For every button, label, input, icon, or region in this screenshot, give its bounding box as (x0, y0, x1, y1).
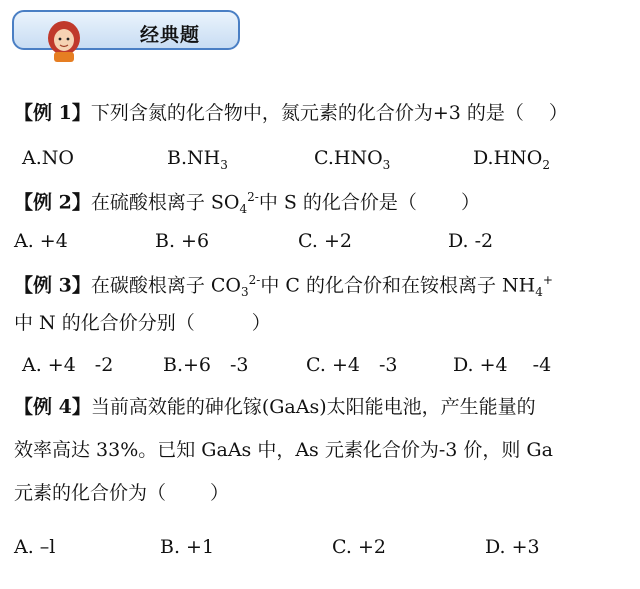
q4-stem-line-3: 元素的化合价为（ ） (14, 482, 230, 504)
q4-option-a: A. –l (14, 536, 56, 558)
q1-stem: 下列含氮的化合物中，氮元素的化合价为+3 的是（ ） (90, 102, 568, 124)
q3-option-b: B.+6 -3 (163, 354, 249, 376)
q2-option-c: C. +2 (298, 230, 352, 252)
q4-option-c: C. +2 (332, 536, 386, 558)
title-banner (12, 10, 240, 50)
q1-stem-line (14, 101, 568, 125)
q2-stem-line: 【例 2】在硫酸根离子 $SO_4^{2-}$中 S 的化合价是（ ） (14, 190, 480, 217)
q1-tag: 【例 1】 (14, 102, 91, 124)
q2-option-d: D. -2 (448, 230, 494, 252)
q3-option-d: D. +4 -4 (453, 354, 552, 376)
q3-stem-line-2: 中 N 的化合价分别（ ） (14, 312, 271, 334)
q1-option-d: $D.HNO_2$ (473, 147, 551, 172)
q4-stem-line-2: 效率高达 33%。已知 GaAs 中，As 元素化合价为-3 价，则 Ga (14, 439, 553, 461)
q1-option-a: A.NO (22, 147, 74, 169)
q1-option-c: $C.HNO_3$ (314, 147, 391, 172)
q3-option-a: A. +4 -2 (22, 354, 114, 376)
q4-option-b: B. +1 (160, 536, 215, 558)
q4-tag: 【例 4】 (14, 396, 91, 418)
teacher-avatar-icon (42, 18, 86, 62)
q3-option-c: C. +4 -3 (306, 354, 398, 376)
q3-stem-line-1: 【例 3】在碳酸根离子 $CO_3^{2-}$中 C 的化合价和在铵根离子 $NH_4^+$ (14, 273, 553, 300)
q2-option-a: A. +4 (14, 230, 68, 252)
q4-option-d: D. +3 (485, 536, 540, 558)
banner-title: 经典题 (140, 24, 201, 46)
q4-stem-line-1: 【例 4】当前高效能的砷化镓(GaAs)太阳能电池，产生能量的 (14, 396, 536, 418)
q2-tag: 【例 2】 (14, 191, 91, 214)
q1-option-b: $B.NH_3$ (167, 147, 228, 172)
q3-tag: 【例 3】 (14, 274, 91, 297)
q2-option-b: B. +6 (155, 230, 210, 252)
